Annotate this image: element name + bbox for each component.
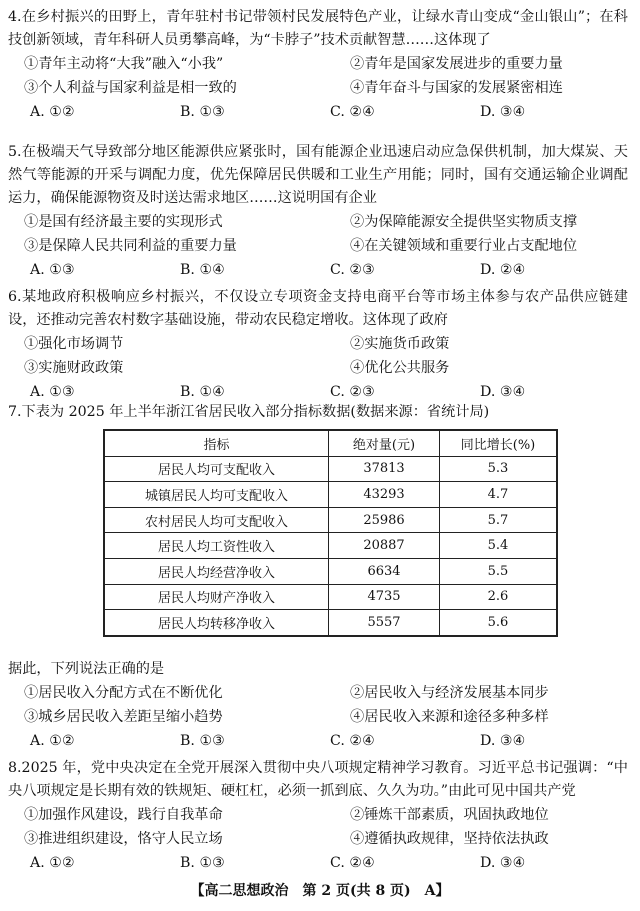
choice-a: A. ①② — [30, 733, 75, 749]
option-3: ③推进组织建设，恪守人民立场 — [24, 831, 223, 847]
option-4: ④遵循执政规律，坚持依法执政 — [350, 831, 549, 847]
question-stem: 8.2025 年，党中央决定在全党开展深入贯彻中央八项规定精神学习教育。习近平总书记强调：“中央八项规定是长期有效的铁规矩、硬杠杠，必须一抓到底、久久为功。”由此可见中国共产党 — [8, 760, 628, 799]
option-list — [24, 332, 628, 380]
option-2: ②实施货币政策 — [350, 336, 450, 352]
choice-a: A. ①② — [30, 104, 75, 120]
table-cell: 6634 — [329, 558, 440, 584]
choice-c: C. ②③ — [330, 384, 375, 400]
column-header: 同比增长(%) — [440, 430, 558, 456]
table-row — [104, 584, 557, 610]
question-4 — [8, 6, 628, 124]
question-stem: 7.下表为 2025 年上半年浙江省居民收入部分指标数据(数据来源：省统计局) — [8, 404, 490, 420]
answer-choices — [30, 100, 628, 124]
option-2: ②青年是国家发展进步的重要力量 — [350, 56, 563, 72]
table-cell: 5.5 — [440, 558, 558, 584]
table-cell: 5.3 — [440, 456, 558, 482]
table-cell: 居民人均经营净收入 — [104, 558, 329, 584]
table-cell: 37813 — [329, 456, 440, 482]
option-1: ①加强作风建设，践行自我革命 — [24, 807, 223, 823]
table-row — [104, 558, 557, 584]
question-stem: 4.在乡村振兴的田野上，青年驻村书记带领村民发展特色产业，让绿水青山变成“金山银山”；在科技创新领域，青年科研人员勇攀高峰，为“卡脖子”技术贡献智慧……这体现了 — [8, 9, 628, 48]
option-list — [24, 210, 628, 258]
option-3: ③城乡居民收入差距呈缩小趋势 — [24, 709, 223, 725]
question-stem: 6.某地政府积极响应乡村振兴，不仅设立专项资金支持电商平台等市场主体参与农产品供应链建设，还推动完善农村数字基础设施，带动农民稳定增收。这体现了政府 — [8, 289, 628, 328]
table-cell: 居民人均工资性收入 — [104, 533, 329, 559]
income-table — [103, 429, 558, 637]
choice-a: A. ①② — [30, 855, 75, 871]
option-4: ④居民收入来源和途径多种多样 — [350, 709, 549, 725]
choice-d: D. ②④ — [480, 262, 526, 278]
table-cell: 5.7 — [440, 507, 558, 533]
table-header-row — [104, 430, 557, 456]
choice-c: C. ②④ — [330, 104, 375, 120]
table-cell: 20887 — [329, 533, 440, 559]
table-row — [104, 610, 557, 636]
option-1: ①青年主动将“大我”融入“小我” — [24, 56, 224, 72]
answer-choices — [30, 851, 628, 875]
table-row — [104, 482, 557, 508]
choice-d: D. ③④ — [480, 104, 526, 120]
table-cell: 2.6 — [440, 584, 558, 610]
question-prompt: 据此，下列说法正确的是 — [8, 661, 165, 677]
table-cell: 5.6 — [440, 610, 558, 636]
answer-choices — [30, 729, 628, 753]
choice-c: C. ②③ — [330, 262, 375, 278]
table-cell: 4735 — [329, 584, 440, 610]
option-3: ③是保障人民共同利益的重要力量 — [24, 238, 237, 254]
choice-a: A. ①③ — [30, 262, 75, 278]
table-cell: 25986 — [329, 507, 440, 533]
option-list — [24, 681, 628, 729]
choice-c: C. ②④ — [330, 855, 375, 871]
table-cell: 5.4 — [440, 533, 558, 559]
table-row — [104, 533, 557, 559]
page-footer: 【高二思想政治 第 2 页(共 8 页) A】 — [190, 883, 450, 899]
option-3: ③实施财政政策 — [24, 360, 124, 376]
option-2: ②锤炼干部素质，巩固执政地位 — [350, 807, 549, 823]
table-cell: 4.7 — [440, 482, 558, 508]
choice-d: D. ③④ — [480, 855, 526, 871]
answer-choices — [30, 258, 628, 282]
table-cell: 居民人均转移净收入 — [104, 610, 329, 636]
choice-b: B. ①④ — [180, 262, 225, 278]
table-cell: 43293 — [329, 482, 440, 508]
table-cell: 居民人均可支配收入 — [104, 456, 329, 482]
option-list — [24, 52, 628, 100]
question-5 — [8, 141, 628, 282]
option-2: ②居民收入与经济发展基本同步 — [350, 685, 549, 701]
column-header: 指标 — [104, 430, 329, 456]
table-row — [104, 456, 557, 482]
table-row — [104, 507, 557, 533]
option-1: ①强化市场调节 — [24, 336, 124, 352]
option-4: ④优化公共服务 — [350, 360, 450, 376]
choice-c: C. ②④ — [330, 733, 375, 749]
question-7 — [8, 401, 628, 424]
option-list — [24, 803, 628, 851]
option-3: ③个人利益与国家利益是相一致的 — [24, 80, 237, 96]
question-8 — [8, 757, 628, 875]
option-4: ④青年奋斗与国家的发展紧密相连 — [350, 80, 563, 96]
column-header: 绝对量(元) — [329, 430, 440, 456]
option-1: ①是国有经济最主要的实现形式 — [24, 214, 223, 230]
choice-b: B. ①③ — [180, 104, 225, 120]
table-cell: 5557 — [329, 610, 440, 636]
choice-d: D. ③④ — [480, 733, 526, 749]
option-4: ④在关键领域和重要行业占支配地位 — [350, 238, 578, 254]
choice-d: D. ③④ — [480, 384, 526, 400]
table-cell: 城镇居民人均可支配收入 — [104, 482, 329, 508]
table-cell: 居民人均财产净收入 — [104, 584, 329, 610]
question-stem: 5.在极端天气导致部分地区能源供应紧张时，国有能源企业迅速启动应急保供机制，加大煤炭、天然气等能源的开采与调配力度，优先保障居民供暖和工业生产用能；同时，国有交通运输企业调配运力，确保能源物资及时送达需求地区……这说明国有企业 — [8, 144, 628, 206]
choice-b: B. ①④ — [180, 384, 225, 400]
choice-b: B. ①③ — [180, 855, 225, 871]
question-6 — [8, 286, 628, 404]
question-7-options — [8, 658, 628, 753]
option-2: ②为保障能源安全提供坚实物质支撑 — [350, 214, 578, 230]
table-cell: 农村居民人均可支配收入 — [104, 507, 329, 533]
option-1: ①居民收入分配方式在不断优化 — [24, 685, 223, 701]
choice-b: B. ①③ — [180, 733, 225, 749]
choice-a: A. ①③ — [30, 384, 75, 400]
